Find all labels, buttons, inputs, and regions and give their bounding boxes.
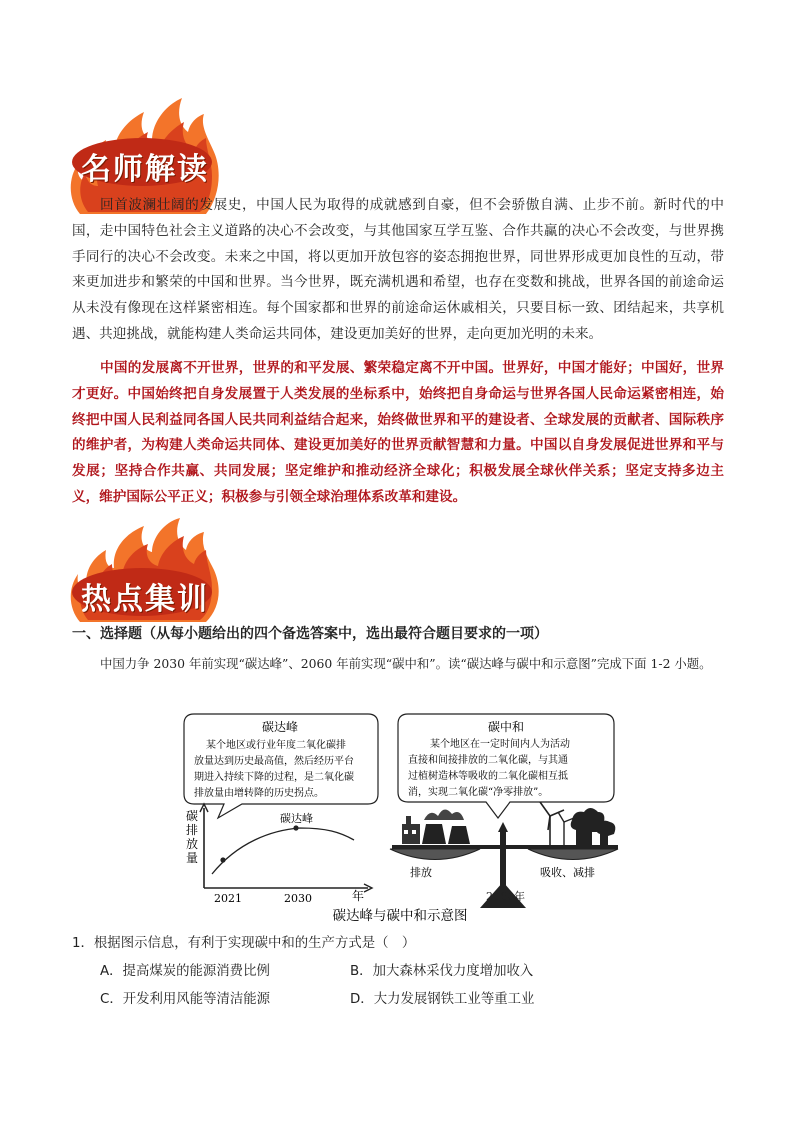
peak-curve-label: 碳达峰 <box>280 812 313 825</box>
emission-chart <box>186 804 372 905</box>
key-points-paragraph: 中国的发展离不开世界，世界的和平发展、繁荣稳定离不开中国。世界好，中国才能好；中国好，世界才更好。中国始终把自身发展置于人类发展的坐标系中，始终把自身命运与世界各国人民命运紧密相连，始终把中国人民利益同各国人民共同利益结合起来，始终做世界和平的建设者、全球发展的贡献者、国际秩序的维护者，为构建人类命运共同体、建设更加美好的世界贡献智慧和力量。中国以自身发展促进世界和平与发展；坚持合作共赢、共同发展；坚定维护和推动经济全球化；积极发展全球伙伴关系；坚定支持多边主义，维护国际公平正义；积极参与引领全球治理体系改革和建设。 <box>72 360 724 505</box>
body-paragraph: 回首波澜壮阔的发展史，中国人民为取得的成就感到自豪，但不会骄傲自满、止步不前。新时代的中国，走中国特色社会主义道路的决心不会改变，与其他国家互学互鉴、合作共赢的决心不会改变，与世界携手同行的决心不会改变。未来之中国，将以更加开放包容的姿态拥抱世界，同世界形成更加良性的互动，带来更加进步和繁荣的中国和世界。当今世界，既充满机遇和希望，也存在变数和挑战，世界各国的前途命运从未没有像现在这样紧密相连。每个国家都和世界的前途命运休戚相关，只要目标一致、团结起来，共享机遇、共迎挑战，就能构建人类命运共同体，建设更加美好的世界，走向更加光明的未来。 <box>72 197 724 342</box>
point-2021 <box>220 857 225 862</box>
carbon-diagram <box>180 712 620 930</box>
x-axis-unit: 年 <box>352 889 365 903</box>
emission-label: 排放 <box>410 866 432 879</box>
neutrality-title: 碳中和 <box>487 720 525 734</box>
wind-turbine-icon <box>540 802 574 846</box>
x-tick-2030: 2030 <box>284 892 312 905</box>
option-c[interactable]: C．开发利用风能等清洁能源 <box>100 992 271 1007</box>
question-stem: 中国力争 2030 年前实现“碳达峰”、2060 年前实现“碳中和”。读“碳达峰与碳中和示意图”完成下面 1-2 小题。 <box>100 656 712 671</box>
neutrality-text-line: 消，实现二氧化碳“净零排放”。 <box>408 787 549 798</box>
y-axis-label: 碳 <box>186 809 199 823</box>
figure-caption: 碳达峰与碳中和示意图 <box>332 908 468 924</box>
peak-title: 碳达峰 <box>261 720 299 734</box>
y-axis-label: 排 <box>186 823 199 837</box>
peak-text-line: 放量达到历史最高值，然后经历平台 <box>194 756 354 767</box>
y-axis-label: 量 <box>186 851 199 865</box>
option-b[interactable]: B．加大森林采伐力度增加收入 <box>350 964 534 979</box>
peak-text-line: 某个地区或行业年度二氧化碳排 <box>206 740 346 751</box>
neutrality-text-line: 直接和间接排放的二氧化碳，与其通 <box>408 755 568 766</box>
peak-point <box>293 825 298 830</box>
peak-text-line: 排放量由增转降的历史拐点。 <box>194 788 324 799</box>
peak-text-line: 期进入持续下降的过程，是二氧化碳 <box>194 772 354 783</box>
tree-icon <box>571 808 616 846</box>
option-d[interactable]: D．大力发展钢铁工业等重工业 <box>350 992 535 1007</box>
carbon-peak-neutrality-diagram <box>180 712 620 926</box>
neutrality-text-line: 过植树造林等吸收的二氧化碳相互抵 <box>408 771 568 782</box>
question-1: 1．根据图示信息，有利于实现碳中和的生产方式是（ ） <box>72 936 416 951</box>
neutrality-text-line: 某个地区在一定时间内人为活动 <box>430 739 570 750</box>
factory-icon <box>402 809 470 844</box>
section-title: 名师解读 <box>81 152 209 187</box>
y-axis-label: 放 <box>186 837 199 851</box>
balance-scale <box>390 802 618 908</box>
peak-speech-bubble <box>184 714 378 818</box>
neutrality-speech-bubble <box>398 714 614 818</box>
section-title: 热点集训 <box>81 582 209 617</box>
emission-curve <box>212 828 354 874</box>
option-a[interactable]: A．提高煤炭的能源消费比例 <box>100 964 270 979</box>
x-tick-2021: 2021 <box>214 892 242 905</box>
absorption-label: 吸收、减排 <box>540 866 595 879</box>
question-section-heading: 一、选择题（从每小题给出的四个备选答案中，选出最符合题目要求的一项） <box>72 626 548 642</box>
year-2060-label: 2060年 <box>486 890 525 903</box>
